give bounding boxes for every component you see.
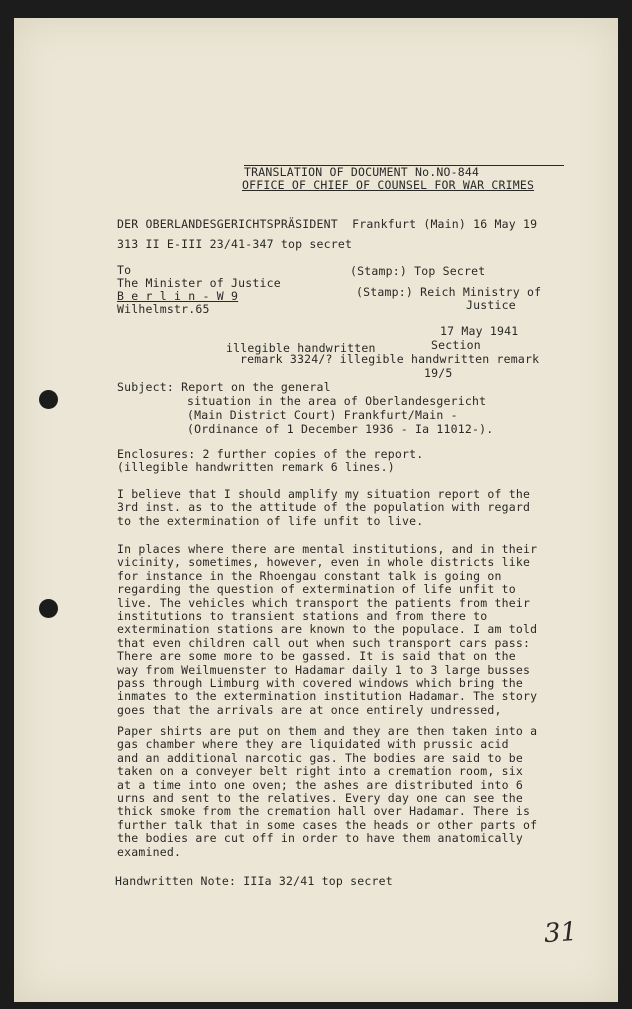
illegible-remark: illegible handwritten (226, 341, 376, 355)
punch-hole (39, 390, 58, 409)
paragraph-line: I believe that I should amplify my situation report of the (117, 487, 531, 501)
page-number: 31 (542, 916, 579, 950)
sender-line: DER OBERLANDESGERICHTSPRÄSIDENT Frankfurt (Main) 16 May 19 (117, 217, 538, 231)
paragraph-line: to the extermination of life unfit to live. (117, 513, 424, 528)
paragraph-line: at a time into one oven; the ashes are distributed into 6 (117, 777, 524, 792)
paragraph-line: urns and sent to the relatives. Every day one can see the (117, 791, 524, 806)
paragraph-1 (117, 488, 530, 528)
paragraph-line: goes that the arrivals are at once entirely undressed, (117, 702, 502, 717)
remark-number: 19/5 (424, 366, 453, 380)
reference-line: 313 II E-III 23/41-347 top secret (117, 237, 353, 251)
paragraph-line: regarding the question of extermination of life unfit to (117, 582, 516, 597)
paragraph-line: gas chamber where they are liquidated with prussic acid (117, 737, 509, 752)
paragraph-line: extermination stations are known to the populace. I am told (117, 622, 538, 637)
paragraph-line: and an additional narcotic gas. The bodies are said to be (117, 750, 524, 765)
subject-line-2: situation in the area of Oberlandesgericht (187, 394, 487, 408)
stamp-justice: Justice (466, 298, 516, 312)
paragraph-line: the bodies are cut off in order to have them anatomically (117, 831, 524, 846)
paragraph-line: thick smoke from the cremation hall over Hadamar. There is (117, 804, 531, 819)
stamp-date: 17 May 1941 (440, 324, 519, 338)
paragraph-line: taken on a conveyer belt right into a cremation room, six (117, 764, 524, 779)
paragraph-2 (117, 543, 537, 717)
paragraph-3 (117, 725, 537, 859)
subject-line-3: (Main District Court) Frankfurt/Main - (187, 408, 458, 422)
paragraph-line: that even children call out when such transport cars pass: (117, 635, 531, 650)
address-street: Wilhelmstr.65 (117, 302, 210, 316)
handwritten-note: Handwritten Note: IIIa 32/41 top secret (115, 874, 393, 888)
paragraph-line: pass through Limburg with covered windows which bring the (117, 676, 524, 691)
enclosures-line-2: (illegible handwritten remark 6 lines.) (117, 460, 395, 474)
paragraph-line: Paper shirts are put on them and they are then taken into a (117, 724, 538, 738)
punch-hole (39, 599, 58, 618)
enclosures-line-1: Enclosures: 2 further copies of the report. (117, 447, 424, 461)
paragraph-line: institutions to transient stations and from there to (117, 609, 488, 624)
header-title: TRANSLATION OF DOCUMENT No.NO-844 (244, 165, 480, 179)
paragraph-line: inmates to the extermination institution Hadamar. The story (117, 689, 538, 704)
paragraph-line: for instance in the Rhoengau constant talk is going on (117, 568, 502, 583)
subject-line-1: Subject: Report on the general (117, 380, 331, 394)
paragraph-line: way from Weilmuenster to Hadamar daily 1 to 3 large busses (117, 662, 531, 677)
paragraph-line: vicinity, sometimes, however, even in whole districts like (117, 555, 531, 570)
paragraph-line: further talk that in some cases the heads or other parts of (117, 817, 538, 832)
paragraph-line: 3rd inst. as to the attitude of the population with regard (117, 500, 531, 515)
paragraph-line: live. The vehicles which transport the patients from their (117, 595, 531, 610)
subject-line-4: (Ordinance of 1 December 1936 - Ia 11012-). (187, 422, 494, 436)
address-to: To (117, 263, 132, 277)
stamp-top-secret: (Stamp:) Top Secret (350, 264, 486, 278)
paragraph-line: There are some more to be gassed. It is said that on the (117, 649, 516, 664)
paragraph-line: In places where there are mental institutions, and in their (117, 542, 538, 556)
section-label: Section (431, 338, 481, 352)
remark-line: remark 3324/? illegible handwritten remark (240, 352, 540, 366)
paragraph-line: examined. (117, 844, 182, 859)
header-office: OFFICE OF CHIEF OF COUNSEL FOR WAR CRIMES (242, 178, 535, 192)
address-city: B e r l i n - W 9 (117, 289, 239, 303)
stamp-reich-ministry: (Stamp:) Reich Ministry of (356, 285, 542, 299)
address-minister: The Minister of Justice (117, 276, 281, 290)
